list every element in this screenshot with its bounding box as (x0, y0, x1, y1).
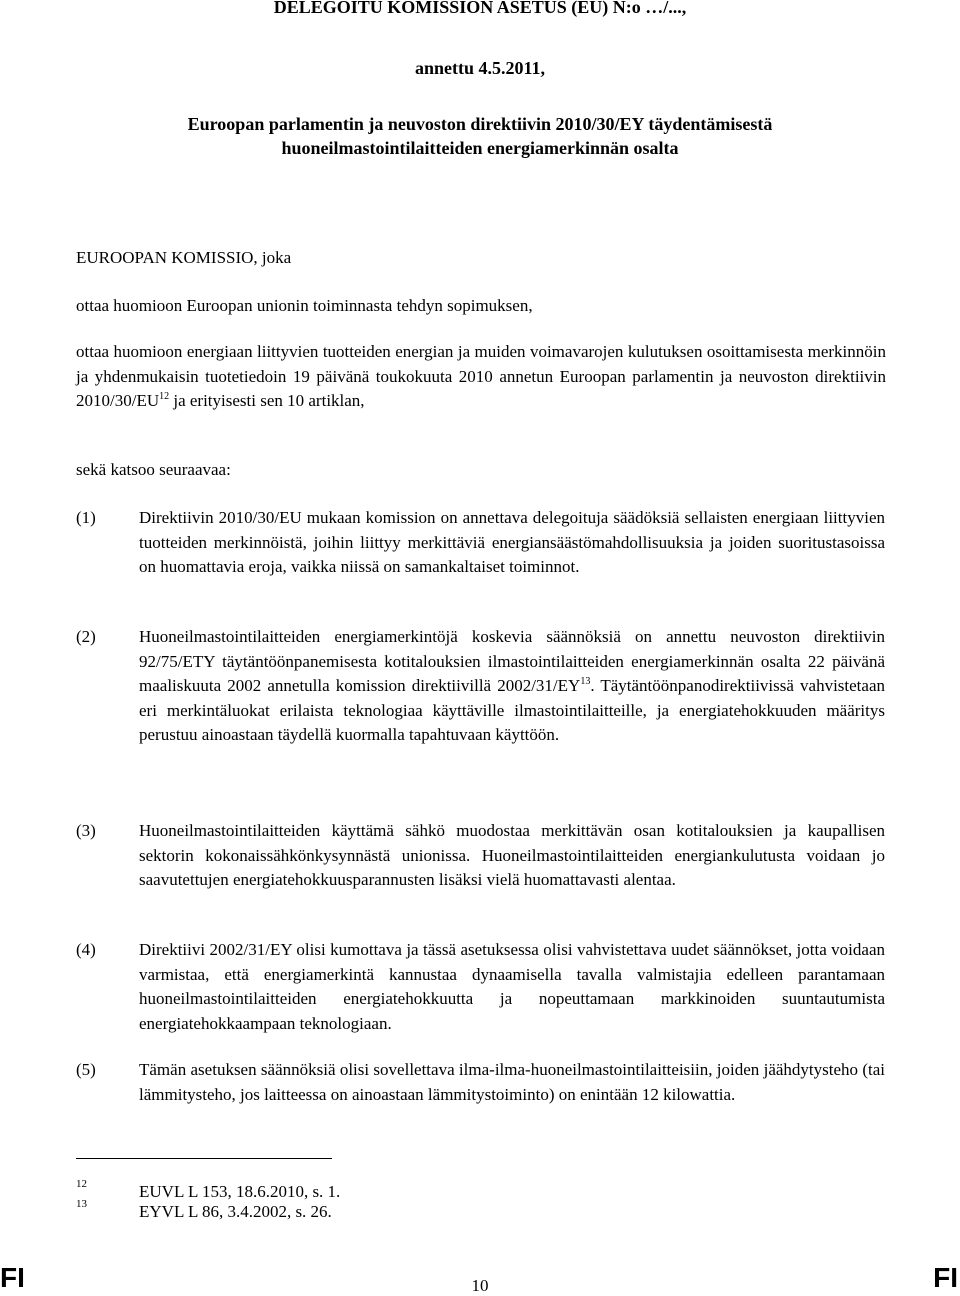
recital-text: Huoneilmastointilaitteiden käyttämä sähkö muodostaa merkittävän osan kotitalouksien ja kaupallisen sektorin kokonaissähkönkysynnästä unionissa. Huoneilmastointilaitteiden energiankulutusta voidaan jo saavutettujen energiatehokkuusparannusten lisäksi vielä huomattavasti alentaa. (139, 821, 885, 889)
language-code-right: FI (933, 1262, 958, 1293)
citation-directive (76, 340, 886, 414)
footnote-number: 12 (76, 1178, 87, 1190)
footnote-ref-13: 13 (580, 676, 591, 687)
subtitle-line-2: huoneilmastointilaitteiden energiamerkinnän osalta (281, 138, 679, 158)
document-date: annettu 4.5.2011, (414, 58, 546, 78)
recital-text-part-b: . Täytäntöönpanodirektiivissä vahvistetaan eri merkintäluokat erilaista teknologiaa käyttäville ilmastointilaitteille, ja energiatehokkuuden määritys perustuu ainoastaan täydellä kuormalla tapahtuvaan käyttöön. (139, 676, 885, 744)
document-subtitle (0, 112, 960, 160)
citation-directive-tail: ja erityisesti sen 10 artiklan, (169, 391, 365, 410)
recital-text (139, 625, 885, 748)
subtitle-line-1: Euroopan parlamentin ja neuvoston direktiivin 2010/30/EY täydentämisestä (187, 114, 773, 134)
language-code-left: FI (0, 1262, 25, 1293)
recital-text-part-a: Huoneilmastointilaitteiden energiamerkintöjä koskevia säännöksiä on annettu neuvoston direktiivin 92/75/ETY täytäntöönpanemisesta kotitalouksien ilmastointilaitteiden energiamerkinnän osalta 22 päivänä maaliskuuta 2002 annetulla komission direktiivillä 2002/31/EY (139, 627, 885, 695)
citation-treaty: ottaa huomioon Euroopan unionin toiminnasta tehdyn sopimuksen, (76, 296, 533, 315)
commission-heading: EUROOPAN KOMISSIO, joka (76, 248, 292, 267)
page-number: 10 (471, 1276, 489, 1295)
citation-directive-text: ottaa huomioon energiaan liittyvien tuotteiden energian ja muiden voimavarojen kulutuksen osoittamisesta merkinnöin ja yhdenmukaisin tuotetiedoin 19 päivänä toukokuuta 2010 annetun Euroopan parlamentin ja neuvoston direktiivin 2010/30/EU (76, 342, 886, 410)
footnote-number: 13 (76, 1198, 87, 1210)
recital-number: (1) (76, 508, 96, 527)
footnote-text: EYVL L 86, 3.4.2002, s. 26. (139, 1202, 332, 1221)
footnote-ref-12: 12 (159, 391, 170, 402)
whereas-heading: sekä katsoo seuraavaa: (76, 460, 231, 479)
document-title: DELEGOITU KOMISSION ASETUS (EU) N:o …/..., (273, 0, 687, 17)
recital-text: Direktiivin 2010/30/EU mukaan komission on annettava delegoituja säädöksiä sellaisten energiaan liittyvien tuotteiden merkinnöistä, joihin liittyy merkittäviä energiansäästömahdollisuuksia ja joiden suoritustasoissa on huomattavia eroja, vaikka niissä on samankaltaiset toiminnot. (139, 508, 885, 576)
footnote-text: EUVL L 153, 18.6.2010, s. 1. (139, 1182, 341, 1201)
footnote-separator (76, 1158, 332, 1159)
recital-number: (3) (76, 821, 96, 840)
recital-number: (4) (76, 940, 96, 959)
recital-text: Direktiivi 2002/31/EY olisi kumottava ja tässä asetuksessa olisi vahvistettava uudet säännökset, jotta voidaan varmistaa, että energiamerkintä kannustaa dynaamisella tavalla valmistajia edelleen parantamaan huoneilmastointilaitteiden energiatehokkuutta ja nopeuttamaan markkinoiden suuntautumista energiatehokkaampaan teknologiaan. (139, 940, 885, 1033)
recital-text: Tämän asetuksen säännöksiä olisi sovellettava ilma-ilma-huoneilmastointilaitteisiin, joiden jäähdytysteho (tai lämmitysteho, jos laitteessa on ainoastaan lämmitystoiminto) on enintään 12 kilowattia. (139, 1060, 885, 1104)
recital-number: (5) (76, 1060, 96, 1079)
recital-number: (2) (76, 627, 96, 646)
